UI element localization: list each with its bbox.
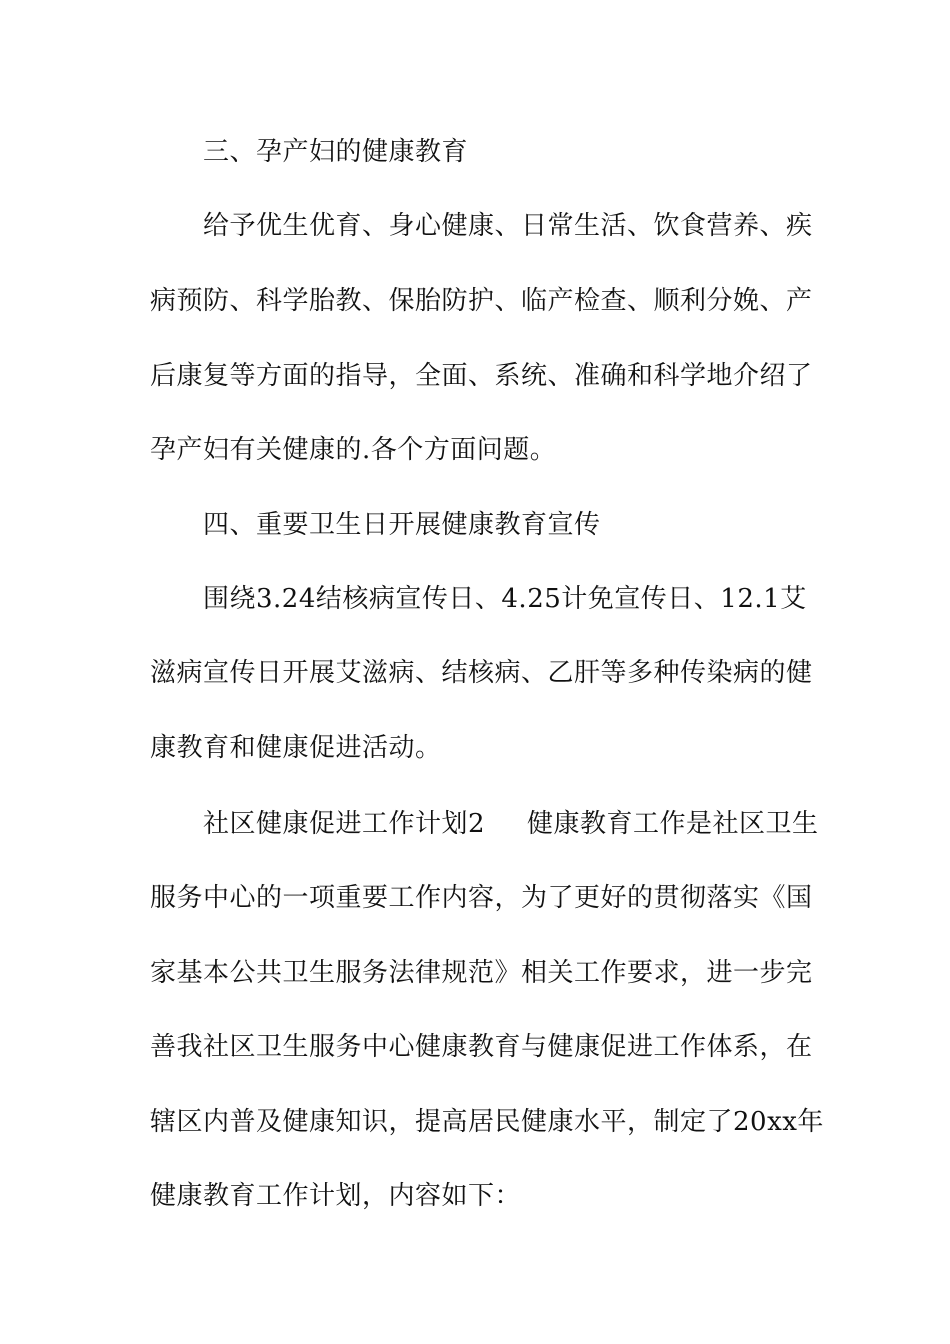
paragraph-line: 家基本公共卫生服务法律规范》相关工作要求，进一步完 [150,958,813,988]
paragraph-line: 给予优生优育、身心健康、日常生活、饮食营养、疾 [203,211,813,241]
paragraph-line: 后康复等方面的指导，全面、系统、准确和科学地介绍了 [150,361,813,391]
section-heading-4: 四、重要卫生日开展健康教育宣传 [203,510,601,540]
paragraph-line: 病预防、科学胎教、保胎防护、临产检查、顺利分娩、产 [150,286,813,316]
paragraph-line: 健康教育工作计划，内容如下： [150,1181,522,1211]
paragraph-line: 康教育和健康促进活动。 [150,733,442,763]
paragraph-line: 围绕3.24结核病宣传日、4.25计免宣传日、12.1艾 [203,584,807,614]
plan-title: 社区健康促进工作计划2 [203,809,486,839]
paragraph-line: 滋病宣传日开展艾滋病、结核病、乙肝等多种传染病的健 [150,658,813,688]
plan-title-line [203,806,883,842]
paragraph-text: 健康教育工作是社区卫生 [527,809,819,839]
paragraph-line: 服务中心的一项重要工作内容，为了更好的贯彻落实《国 [150,883,813,913]
paragraph-line: 辖区内普及健康知识，提高居民健康水平，制定了20xx年 [150,1107,824,1137]
paragraph-line: 善我社区卫生服务中心健康教育与健康促进工作体系，在 [150,1032,813,1062]
paragraph-line: 孕产妇有关健康的.各个方面问题。 [150,435,557,465]
section-heading-3: 三、孕产妇的健康教育 [203,137,469,167]
